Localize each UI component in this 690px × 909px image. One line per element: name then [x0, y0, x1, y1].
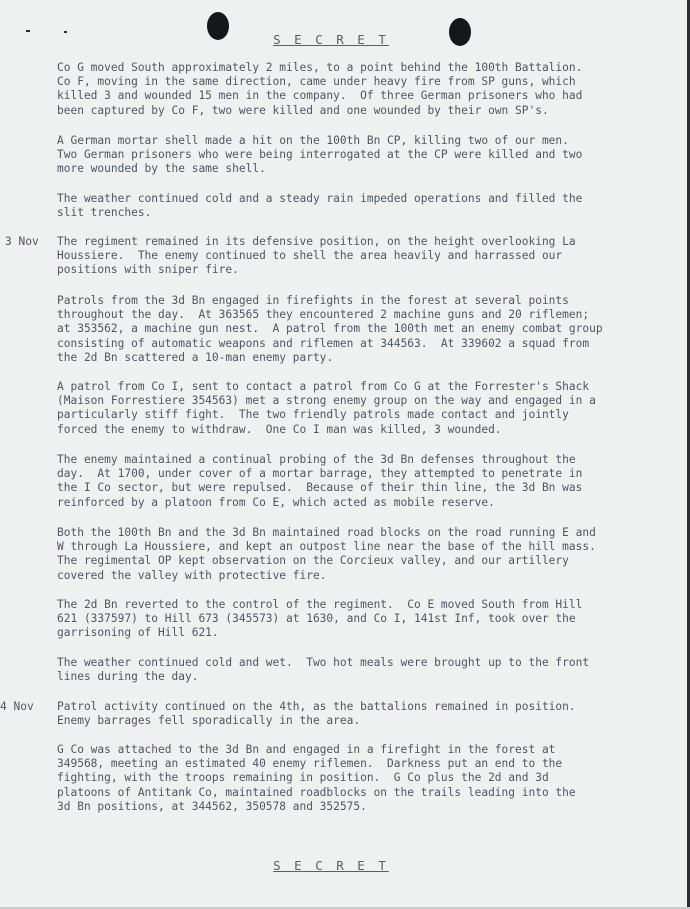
paragraph-line: The weather continued cold and wet. Two hot meals were brought up to the front [57, 656, 590, 669]
paragraph-line: Co G moved South approximately 2 miles, to a point behind the 100th Battalion. [57, 61, 583, 74]
paragraph-line: The weather continued cold and a steady rain impeded operations and filled the [57, 192, 583, 205]
paragraph [57, 656, 657, 684]
paragraph-line: The regimental OP kept observation on the Corcieux valley, and our artillery [57, 554, 569, 568]
paragraph-line: covered the valley with protective fire. [57, 568, 327, 582]
paragraph-line: fighting, with the troops remaining in position. G Co plus the 2d and 3d [57, 771, 549, 785]
paragraph [57, 192, 657, 220]
paragraph-line: garrisoning of Hill 621. [57, 626, 219, 640]
paragraph-line: W through La Houssiere, and kept an outpost line near the base of the hill mass. [57, 540, 596, 554]
paragraph-line: more wounded by the same shell. [57, 162, 266, 176]
paragraph-line: The regiment remained in its defensive position, on the height overlooking La [57, 235, 576, 248]
paragraph-line: platoons of Antitank Co, maintained roadblocks on the trails leading into the [57, 785, 576, 799]
paragraph-line: 621 (337597) to Hill 673 (345573) at 1630, and Co I, 141st Inf, took over the [57, 612, 576, 626]
paragraph [57, 294, 657, 365]
paragraph-line: throughout the day. At 363565 they encountered 2 machine guns and 20 riflemen; [57, 308, 590, 322]
paragraph [57, 453, 657, 510]
paragraph [57, 743, 657, 814]
paragraph-line: killed 3 and wounded 15 men in the company. Of three German prisoners who had [57, 89, 583, 103]
paragraph-line: G Co was attached to the 3d Bn and engaged in a firefight in the forest at [57, 743, 556, 756]
paragraph-line: forced the enemy to withdraw. One Co I man was killed, 3 wounded. [57, 422, 502, 436]
paragraph-line: been captured by Co F, two were killed and one wounded by their own SP's. [57, 103, 549, 117]
paragraph [57, 134, 657, 177]
paragraph-line: the I Co sector, but were repulsed. Because of their thin line, the 3d Bn was [57, 481, 583, 495]
paragraph-line: Patrol activity continued on the 4th, as the battalions remained in position. [57, 700, 576, 713]
paragraph-line: Two German prisoners who were being interrogated at the CP were killed and two [57, 148, 583, 162]
paragraph-line: Both the 100th Bn and the 3d Bn maintained road blocks on the road running E and [57, 526, 596, 539]
paragraph-line: lines during the day. [57, 670, 199, 684]
paragraph [57, 526, 657, 583]
paragraph-line: Patrols from the 3d Bn engaged in firefights in the forest at several points [57, 294, 569, 307]
paragraph-line: Houssiere. The enemy continued to shell the area heavily and harrassed our [57, 249, 563, 263]
paragraph [57, 380, 657, 437]
paragraph-line: positions with sniper fire. [57, 263, 239, 277]
paragraph [57, 700, 657, 728]
classification-header: S E C R E T [273, 32, 389, 47]
classification-footer: S E C R E T [273, 858, 389, 873]
paragraph-line: slit trenches. [57, 206, 152, 220]
paragraph-line: Co F, moving in the same direction, came under heavy fire from SP guns, which [57, 75, 576, 89]
paragraph-line: day. At 1700, under cover of a mortar barrage, they attempted to penetrate in [57, 467, 583, 481]
paragraph-line: particularly stiff fight. The two friendly patrols made contact and jointly [57, 408, 569, 422]
paragraph [57, 598, 657, 641]
paragraph-line: A German mortar shell made a hit on the 100th Bn CP, killing two of our men. [57, 134, 569, 147]
paragraph [57, 61, 657, 118]
paragraph-line: at 353562, a machine gun nest. A patrol from the 100th met an enemy combat group [57, 322, 603, 336]
date-label: 4 Nov [0, 700, 34, 713]
paragraph-line: The enemy maintained a continual probing of the 3d Bn defenses throughout the [57, 453, 576, 466]
paragraph [57, 235, 657, 278]
paragraph-line: the 2d Bn scattered a 10-man enemy party. [57, 350, 334, 364]
paragraph-line: Enemy barrages fell sporadically in the area. [57, 714, 361, 728]
paragraph-line: reinforced by a platoon from Co E, which acted as mobile reserve. [57, 495, 495, 509]
paragraph-line: (Maison Forrestiere 354563) met a strong enemy group on the way and engaged in a [57, 394, 596, 408]
paragraph-line: The 2d Bn reverted to the control of the regiment. Co E moved South from Hill [57, 598, 583, 611]
paragraph-line: 349568, meeting an estimated 40 enemy riflemen. Darkness put an end to the [57, 757, 563, 771]
paragraph-line: A patrol from Co I, sent to contact a patrol from Co G at the Forrester's Shack [57, 380, 590, 393]
paragraph-line: 3d Bn positions, at 344562, 350578 and 352575. [57, 799, 367, 813]
date-label: 3 Nov [5, 235, 39, 248]
paragraph-line: consisting of automatic weapons and riflemen at 344563. At 339602 a squad from [57, 336, 590, 350]
